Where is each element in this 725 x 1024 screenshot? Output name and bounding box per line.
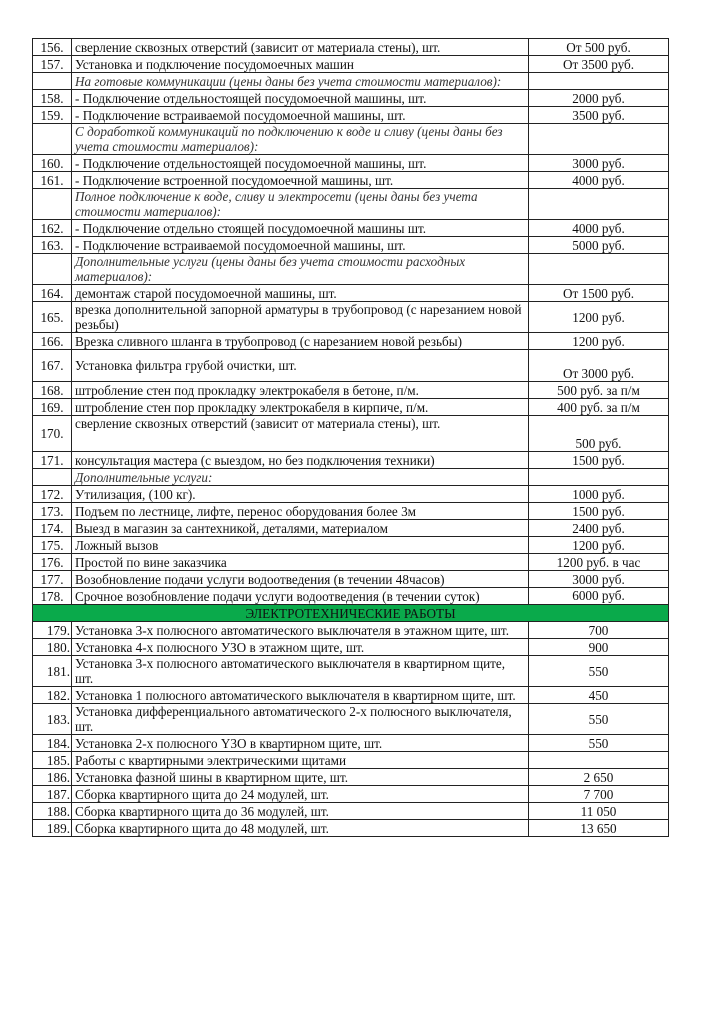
- row-description: Установка 1 полюсного автоматического выключателя в квартирном щите, шт.: [72, 687, 529, 704]
- row-price: 1500 руб.: [529, 503, 669, 520]
- table-row: [33, 820, 669, 837]
- row-price: 3000 руб.: [529, 571, 669, 588]
- row-description: Сборка квартирного щита до 24 модулей, шт.: [72, 786, 529, 803]
- table-row: [33, 486, 669, 503]
- row-price: 13 650: [529, 820, 669, 837]
- table-row: [33, 333, 669, 350]
- table-row: [33, 752, 669, 769]
- row-number: 167.: [33, 350, 72, 382]
- table-row: [33, 452, 669, 469]
- row-price: 3000 руб.: [529, 155, 669, 172]
- table-row: [33, 639, 669, 656]
- row-price: [529, 73, 669, 90]
- row-description: Дополнительные услуги (цены даны без учета стоимости расходных материалов):: [72, 254, 529, 285]
- table-row: [33, 416, 669, 452]
- table-row: [33, 172, 669, 189]
- row-description: - Подключение встроенной посудомоечной машины, шт.: [72, 172, 529, 189]
- row-description: На готовые коммуникации (цены даны без учета стоимости материалов):: [72, 73, 529, 90]
- row-number: 173.: [33, 503, 72, 520]
- row-number: 171.: [33, 452, 72, 469]
- row-price: 500 руб. за п/м: [529, 382, 669, 399]
- row-number: 185.: [33, 752, 72, 769]
- row-description: Установка 4-х полюсного УЗО в этажном щите, шт.: [72, 639, 529, 656]
- row-number: [33, 254, 72, 285]
- row-description: штробление стен под прокладку электрокабеля в бетоне, п/м.: [72, 382, 529, 399]
- row-number: 182.: [33, 687, 72, 704]
- row-description: С доработкой коммуникаций по подключению к воде и сливу (цены даны без учета стоимости материалов):: [72, 124, 529, 155]
- row-description: врезка дополнительной запорной арматуры в трубопровод (с нарезанием новой резьбы): [72, 302, 529, 333]
- table-row: [33, 302, 669, 333]
- section-header-row: [33, 605, 669, 622]
- table-row: [33, 537, 669, 554]
- row-number: 188.: [33, 803, 72, 820]
- row-price: 7 700: [529, 786, 669, 803]
- table-row: [33, 622, 669, 639]
- row-price: 2400 руб.: [529, 520, 669, 537]
- table-row: [33, 350, 669, 382]
- row-number: 172.: [33, 486, 72, 503]
- row-number: 169.: [33, 399, 72, 416]
- row-number: [33, 469, 72, 486]
- table-row: [33, 382, 669, 399]
- row-price: 900: [529, 639, 669, 656]
- price-table-body: [33, 39, 669, 837]
- subheading-row: [33, 254, 669, 285]
- table-row: [33, 687, 669, 704]
- row-description: Установка фазной шины в квартирном щите, шт.: [72, 769, 529, 786]
- row-number: 189.: [33, 820, 72, 837]
- row-description: - Подключение отдельностоящей посудомоечной машины, шт.: [72, 155, 529, 172]
- row-description: - Подключение встраиваемой посудомоечной машины, шт.: [72, 237, 529, 254]
- row-description: сверление сквозных отверстий (зависит от материала стены), шт.: [72, 416, 529, 452]
- row-number: 163.: [33, 237, 72, 254]
- row-number: [33, 73, 72, 90]
- row-price: 450: [529, 687, 669, 704]
- row-price: 550: [529, 704, 669, 735]
- row-price: 2000 руб.: [529, 90, 669, 107]
- row-price: 11 050: [529, 803, 669, 820]
- row-number: [33, 124, 72, 155]
- row-description: - Подключение встраиваемой посудомоечной машины, шт.: [72, 107, 529, 124]
- table-row: [33, 588, 669, 605]
- row-price: От 3500 руб.: [529, 56, 669, 73]
- row-price: [529, 752, 669, 769]
- row-number: 161.: [33, 172, 72, 189]
- row-number: 159.: [33, 107, 72, 124]
- row-price: 400 руб. за п/м: [529, 399, 669, 416]
- row-description: Установка 3-х полюсного автоматического выключателя в квартирном щите, шт.: [72, 656, 529, 687]
- row-price: 550: [529, 656, 669, 687]
- table-row: [33, 704, 669, 735]
- table-row: [33, 399, 669, 416]
- row-number: 177.: [33, 571, 72, 588]
- subheading-row: [33, 124, 669, 155]
- subheading-row: [33, 73, 669, 90]
- row-price: 1200 руб.: [529, 333, 669, 350]
- table-row: [33, 155, 669, 172]
- row-price: 550: [529, 735, 669, 752]
- row-number: 164.: [33, 285, 72, 302]
- row-price: 4000 руб.: [529, 172, 669, 189]
- row-number: 170.: [33, 416, 72, 452]
- row-number: 165.: [33, 302, 72, 333]
- subheading-row: [33, 189, 669, 220]
- row-number: 157.: [33, 56, 72, 73]
- row-price: 3500 руб.: [529, 107, 669, 124]
- row-price: От 1500 руб.: [529, 285, 669, 302]
- row-description: Установка фильтра грубой очистки, шт.: [72, 350, 529, 382]
- row-description: Сборка квартирного щита до 36 модулей, шт.: [72, 803, 529, 820]
- row-number: 184.: [33, 735, 72, 752]
- row-description: Установка дифференциального автоматического 2-х полюсного выключателя, шт.: [72, 704, 529, 735]
- row-description: Выезд в магазин за сантехникой, деталями, материалом: [72, 520, 529, 537]
- row-price: От 500 руб.: [529, 39, 669, 56]
- table-row: [33, 503, 669, 520]
- row-description: сверление сквозных отверстий (зависит от материала стены), шт.: [72, 39, 529, 56]
- row-description: Врезка сливного шланга в трубопровод (с нарезанием новой резьбы): [72, 333, 529, 350]
- row-price: 4000 руб.: [529, 220, 669, 237]
- row-number: [33, 189, 72, 220]
- table-row: [33, 656, 669, 687]
- row-description: Ложный вызов: [72, 537, 529, 554]
- row-price: 1200 руб. в час: [529, 554, 669, 571]
- row-description: Полное подключение к воде, сливу и электросети (цены даны без учета стоимости материалов):: [72, 189, 529, 220]
- row-price: 500 руб.: [529, 416, 669, 452]
- row-price: 6000 руб.: [529, 588, 669, 605]
- table-row: [33, 520, 669, 537]
- row-price: 1500 руб.: [529, 452, 669, 469]
- table-row: [33, 769, 669, 786]
- table-row: [33, 90, 669, 107]
- row-price: [529, 254, 669, 285]
- row-number: 175.: [33, 537, 72, 554]
- row-number: 178.: [33, 588, 72, 605]
- table-row: [33, 285, 669, 302]
- row-description: Подъем по лестнице, лифте, перенос оборудования более 3м: [72, 503, 529, 520]
- row-number: 186.: [33, 769, 72, 786]
- subheading-row: [33, 469, 669, 486]
- row-description: Возобновление подачи услуги водоотведения (в течении 48часов): [72, 571, 529, 588]
- row-description: Простой по вине заказчика: [72, 554, 529, 571]
- row-number: 176.: [33, 554, 72, 571]
- row-price: 5000 руб.: [529, 237, 669, 254]
- row-description: демонтаж старой посудомоечной машины, шт.: [72, 285, 529, 302]
- table-row: [33, 803, 669, 820]
- table-row: [33, 220, 669, 237]
- row-number: 180.: [33, 639, 72, 656]
- price-table: [32, 38, 669, 837]
- row-price: [529, 189, 669, 220]
- row-description: Установка 3-х полюсного автоматического выключателя в этажном щите, шт.: [72, 622, 529, 639]
- row-number: 158.: [33, 90, 72, 107]
- table-row: [33, 56, 669, 73]
- row-number: 179.: [33, 622, 72, 639]
- row-description: Дополнительные услуги:: [72, 469, 529, 486]
- row-number: 187.: [33, 786, 72, 803]
- row-description: - Подключение отдельно стоящей посудомоечной машины шт.: [72, 220, 529, 237]
- row-price: [529, 469, 669, 486]
- row-number: 162.: [33, 220, 72, 237]
- row-number: 168.: [33, 382, 72, 399]
- table-row: [33, 107, 669, 124]
- row-price: 700: [529, 622, 669, 639]
- row-price: 1000 руб.: [529, 486, 669, 503]
- row-description: - Подключение отдельностоящей посудомоечной машины, шт.: [72, 90, 529, 107]
- price-list-page: [32, 38, 669, 837]
- row-number: 160.: [33, 155, 72, 172]
- row-price: 1200 руб.: [529, 302, 669, 333]
- row-description: Работы с квартирными электрическими щитами: [72, 752, 529, 769]
- row-price: 2 650: [529, 769, 669, 786]
- table-row: [33, 735, 669, 752]
- row-description: Сборка квартирного щита до 48 модулей, шт.: [72, 820, 529, 837]
- row-number: 156.: [33, 39, 72, 56]
- row-description: консультация мастера (с выездом, но без подключения техники): [72, 452, 529, 469]
- row-description: Установка 2-х полюсного Y3O в квартирном щите, шт.: [72, 735, 529, 752]
- table-row: [33, 554, 669, 571]
- table-row: [33, 786, 669, 803]
- section-title: ЭЛЕКТРОТЕХНИЧЕСКИЕ РАБОТЫ: [33, 605, 669, 622]
- row-price: От 3000 руб.: [529, 350, 669, 382]
- table-row: [33, 237, 669, 254]
- row-description: штробление стен пор прокладку электрокабеля в кирпиче, п/м.: [72, 399, 529, 416]
- row-price: [529, 124, 669, 155]
- row-description: Срочное возобновление подачи услуги водоотведения (в течении суток): [72, 588, 529, 605]
- table-row: [33, 39, 669, 56]
- row-description: Установка и подключение посудомоечных машин: [72, 56, 529, 73]
- row-description: Утилизация, (100 кг).: [72, 486, 529, 503]
- row-price: 1200 руб.: [529, 537, 669, 554]
- table-row: [33, 571, 669, 588]
- row-number: 174.: [33, 520, 72, 537]
- row-number: 183.: [33, 704, 72, 735]
- row-number: 181.: [33, 656, 72, 687]
- row-number: 166.: [33, 333, 72, 350]
